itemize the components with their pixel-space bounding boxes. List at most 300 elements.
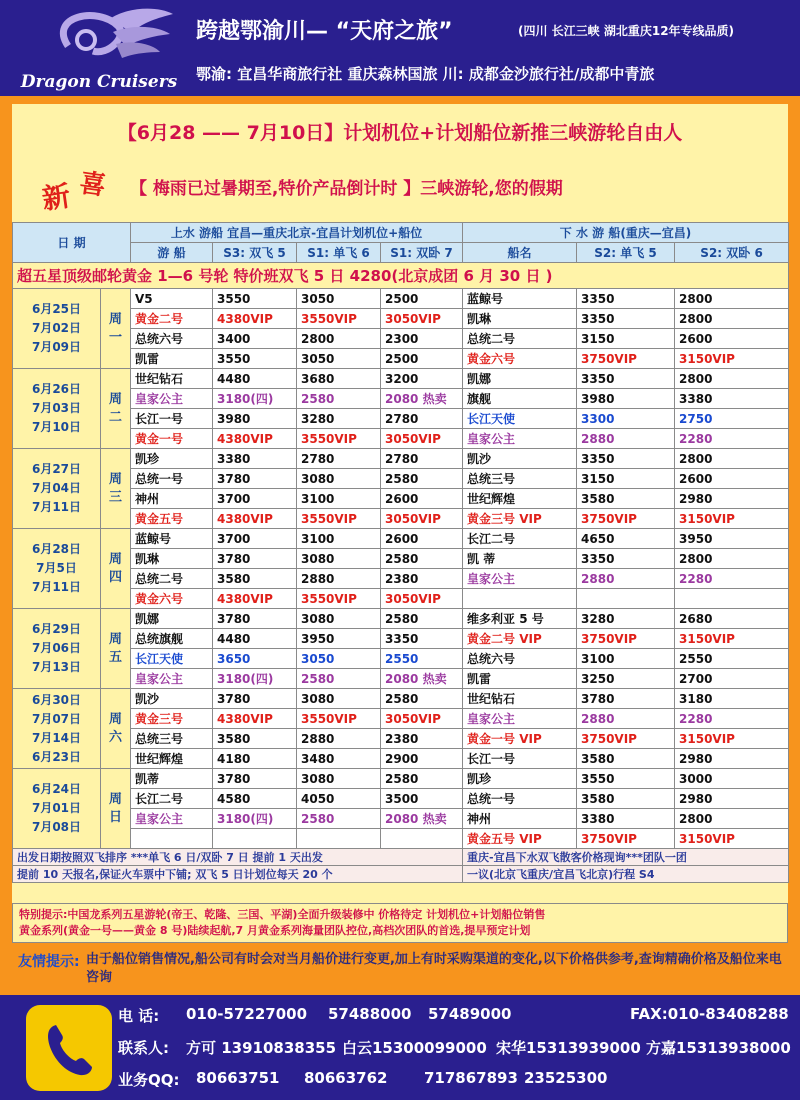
upstream-price: 3200 [381,369,463,389]
weekday [101,769,131,849]
xi-character: 喜 [77,168,108,202]
weekday-label: 周一 [108,311,122,345]
downstream-ship: 黄金六号 [463,349,577,369]
upstream-price: 3050 [297,649,381,669]
downstream-ship: 凯 蒂 [463,549,577,569]
upstream-ship: 凯雷 [131,349,213,369]
downstream-ship: 凯珍 [463,769,577,789]
downstream-price: 2880 [577,569,675,589]
phone-handset-icon [26,1005,112,1091]
downstream-price: 3100 [577,649,675,669]
downstream-price: 3350 [577,289,675,309]
page-subtitle: (四川 长江三峡 湖北重庆12年专线品质) [518,24,735,38]
downstream-price: 3750VIP [577,629,675,649]
departure-date: 6月29日 [31,622,82,636]
downstream-price: 2600 [675,469,789,489]
upstream-price: 3180(四) [213,809,297,829]
downstream-price: 3150 [577,469,675,489]
downstream-price: 3000 [675,769,789,789]
upstream-price: 2380 [381,569,463,589]
downstream-price: 2600 [675,329,789,349]
upstream-price: 4050 [297,789,381,809]
dragon-cruisers-logo [8,6,190,94]
upstream-price: 3500 [381,789,463,809]
upstream-price: 2580 [381,609,463,629]
qq-4[interactable]: 23525300 [524,1069,608,1087]
note-left-2: 提前 10 天报名,保证火车票中下铺; 双飞 5 日计划位每天 20 个 [13,866,463,883]
upstream-price: 3780 [213,769,297,789]
downstream-ship: 长江二号 [463,529,577,549]
upstream-ship [131,829,213,849]
upstream-col-2: S1: 单飞 6 [297,243,381,263]
downstream-price: 3350 [577,369,675,389]
downstream-ship: 维多利亚 5 号 [463,609,577,629]
upstream-ship: 皇家公主 [131,669,213,689]
upstream-price: 3550VIP [297,309,381,329]
upstream-ship: 凯沙 [131,689,213,709]
downstream-price: 2800 [675,369,789,389]
upstream-ship: 黄金三号 [131,709,213,729]
departure-date: 6月23日 [31,749,82,764]
departure-date: 7月09日 [31,340,82,354]
downstream-ship: 凯琳 [463,309,577,329]
upstream-price: 3180(四) [213,389,297,409]
upstream-ship: 黄金六号 [131,589,213,609]
downstream-ship: 世纪辉煌 [463,489,577,509]
downstream-price: 2280 [675,429,789,449]
departure-date: 7月01日 [31,801,82,815]
downstream-price: 3580 [577,749,675,769]
downstream-col-0: 船名 [463,243,577,263]
upstream-price: 4580 [213,789,297,809]
upstream-price: 3700 [213,529,297,549]
upstream-ship: 总统旗舰 [131,629,213,649]
downstream-price: 3380 [675,389,789,409]
departure-date: 7月04日 [31,481,82,495]
upstream-price: 3050VIP [381,509,463,529]
upstream-price: 3780 [213,689,297,709]
downstream-ship: 黄金五号 VIP [463,829,577,849]
upstream-price: 3650 [213,649,297,669]
upstream-price: 2500 [381,349,463,369]
downstream-price: 3750VIP [577,829,675,849]
departure-date: 6月24日 [31,782,82,796]
weekday [101,289,131,369]
tel-label: 电 话: [118,1007,160,1025]
weekday-label: 周二 [108,391,122,425]
upstream-price: 2600 [381,489,463,509]
downstream-col-1: S2: 单飞 5 [577,243,675,263]
upstream-ship: 黄金二号 [131,309,213,329]
note-right-1: 重庆-宜昌下水双飞散客价格现询***团队一团 [463,849,789,866]
upstream-ship: 世纪钻石 [131,369,213,389]
upstream-price: 2580 [381,469,463,489]
upstream-price: 2080 热卖 [381,389,463,409]
downstream-price: 2800 [675,549,789,569]
friendly-tip [12,945,788,995]
upstream-price: 3350 [381,629,463,649]
departure-date: 7月10日 [31,420,82,434]
tel-1[interactable]: 010-57227000 [186,1005,308,1023]
downstream-price [577,589,675,609]
upstream-price: 3550 [213,349,297,369]
upstream-price: 3680 [297,369,381,389]
upstream-price: 3080 [297,689,381,709]
logo-text: Dragon Cruisers [20,72,178,92]
table-row [13,289,789,309]
xin-character: 新 [40,179,73,216]
downstream-price: 2980 [675,489,789,509]
weekday [101,369,131,449]
agencies-line: 鄂渝: 宜昌华商旅行社 重庆森林国旅 川: 成都金沙旅行社/成都中青旅 [196,65,655,83]
upstream-price: 3080 [297,549,381,569]
upstream-price: 3050VIP [381,309,463,329]
downstream-price: 2700 [675,669,789,689]
departure-dates [13,769,101,849]
upstream-ship: V5 [131,289,213,309]
special-notice-line-1: 特别提示:中国龙系列五星游轮(帝王、乾隆、三国、平湖)全面升级装修中 价格待定 计划机位+计划船位销售 [19,908,546,921]
upstream-ship: 黄金五号 [131,509,213,529]
upstream-price: 3780 [213,549,297,569]
upstream-price: 4380VIP [213,309,297,329]
downstream-ship: 世纪钻石 [463,689,577,709]
slogan: 【 梅雨已过暑期至,特价产品倒计时 】三峡游轮,您的假期 [130,179,563,199]
downstream-ship: 总统一号 [463,789,577,809]
downstream-price: 3150VIP [675,829,789,849]
upstream-price: 2800 [297,329,381,349]
downstream-price: 3780 [577,689,675,709]
upstream-price: 2580 [297,809,381,829]
promo-headline: 【6月28 —— 7月10日】计划机位+计划船位新推三峡游轮自由人 [117,122,683,144]
departure-dates [13,449,101,529]
departure-date: 7月5日 [36,561,77,575]
downstream-price: 2280 [675,709,789,729]
downstream-price: 2550 [675,649,789,669]
downstream-price: 3280 [577,609,675,629]
upstream-price: 2580 [381,689,463,709]
upstream-col-0: 游 船 [131,243,213,263]
upstream-price: 3980 [213,409,297,429]
upstream-ship: 神州 [131,489,213,509]
downstream-price: 3980 [577,389,675,409]
upstream-price: 3550 [213,289,297,309]
weekday-label: 周四 [108,551,122,585]
upstream-price: 3380 [213,449,297,469]
upstream-col-1: S3: 双飞 5 [213,243,297,263]
downstream-ship: 黄金一号 VIP [463,729,577,749]
upstream-price: 3050VIP [381,429,463,449]
upstream-price: 4380VIP [213,509,297,529]
upstream-price: 3580 [213,729,297,749]
upstream-ship: 黄金一号 [131,429,213,449]
upstream-ship: 总统三号 [131,729,213,749]
downstream-header: 下 水 游 船(重庆—宜昌) [463,223,789,243]
downstream-price [675,589,789,609]
upstream-ship: 长江二号 [131,789,213,809]
upstream-price: 4380VIP [213,589,297,609]
upstream-price: 3280 [297,409,381,429]
upstream-price: 3080 [297,609,381,629]
friendly-tip-label: 友情提示: [18,954,80,970]
upstream-price: 2500 [381,289,463,309]
upstream-price: 3550VIP [297,429,381,449]
downstream-price: 3250 [577,669,675,689]
upstream-price: 3400 [213,329,297,349]
note-left-1: 出发日期按照双飞排序 ***单飞 6 日/双卧 7 日 提前 1 天出发 [13,849,463,866]
downstream-price: 2800 [675,289,789,309]
upstream-ship: 凯娜 [131,609,213,629]
downstream-ship: 神州 [463,809,577,829]
upstream-price: 3780 [213,609,297,629]
departure-date: 6月30日 [31,692,82,707]
upstream-ship: 皇家公主 [131,389,213,409]
upstream-price: 4480 [213,629,297,649]
downstream-price: 3350 [577,449,675,469]
upstream-price: 2580 [297,389,381,409]
upstream-price: 2300 [381,329,463,349]
upstream-price [381,829,463,849]
upstream-price [297,829,381,849]
notes-row-2 [13,866,789,883]
table-row [13,369,789,389]
qq-2[interactable]: 80663762 [304,1069,388,1087]
departure-date: 6月28日 [31,542,82,556]
departure-date: 7月07日 [31,711,82,726]
departure-date: 6月26日 [31,382,82,396]
table-row [13,449,789,469]
upstream-ship: 长江天使 [131,649,213,669]
downstream-price: 2680 [675,609,789,629]
upstream-price: 3950 [297,629,381,649]
table-row [13,769,789,789]
contact-footer [0,995,800,1100]
downstream-ship: 皇家公主 [463,709,577,729]
downstream-ship: 长江天使 [463,409,577,429]
xinxi-calligraphy [34,164,134,214]
upstream-price: 3550VIP [297,589,381,609]
upstream-price: 2080 热卖 [381,669,463,689]
departure-dates [13,609,101,689]
departure-date: 7月06日 [31,641,82,655]
upstream-price: 2580 [381,769,463,789]
upstream-price: 3700 [213,489,297,509]
upstream-price: 3100 [297,489,381,509]
gold-cruise-row [13,263,789,289]
downstream-ship [463,589,577,609]
upstream-price: 4180 [213,749,297,769]
contact-1[interactable]: 方可 13910838355 [186,1039,337,1057]
upstream-price: 4380VIP [213,429,297,449]
departure-date: 7月11日 [31,500,82,514]
upstream-price: 3050VIP [381,709,463,729]
upstream-price: 4480 [213,369,297,389]
upstream-price: 3050VIP [381,589,463,609]
downstream-price: 2750 [675,409,789,429]
departure-date: 7月08日 [31,820,82,834]
departure-dates [13,689,101,769]
downstream-ship: 蓝鲸号 [463,289,577,309]
upstream-price: 3080 [297,769,381,789]
special-notice [12,903,788,943]
upstream-price: 4380VIP [213,709,297,729]
downstream-price: 2800 [675,309,789,329]
downstream-ship: 凯沙 [463,449,577,469]
downstream-price: 3750VIP [577,509,675,529]
departure-date: 7月03日 [31,401,82,415]
weekday [101,689,131,769]
weekday-label: 周日 [108,791,122,825]
downstream-price: 3150VIP [675,629,789,649]
upstream-price: 3580 [213,569,297,589]
upstream-price: 2550 [381,649,463,669]
upstream-price: 2780 [381,449,463,469]
downstream-price: 3350 [577,309,675,329]
downstream-price: 2880 [577,429,675,449]
upstream-price: 2600 [381,529,463,549]
upstream-ship: 凯琳 [131,549,213,569]
downstream-price: 2280 [675,569,789,589]
downstream-price: 3150VIP [675,729,789,749]
upstream-price: 3550VIP [297,709,381,729]
departure-date: 6月25日 [31,302,82,316]
downstream-col-2: S2: 双卧 6 [675,243,789,263]
downstream-ship: 总统三号 [463,469,577,489]
upstream-price: 2580 [381,549,463,569]
upstream-price: 3080 [297,469,381,489]
header-banner [0,0,800,100]
friendly-tip-text: 由于船位销售情况,船公司有时会对当月船价进行变更,加上有时采购渠道的变化,以下价格供参考,查询精确价格及船位来电咨询 [86,952,782,985]
upstream-price: 2880 [297,569,381,589]
downstream-price: 3550 [577,769,675,789]
upstream-price [213,829,297,849]
upstream-ship: 凯蒂 [131,769,213,789]
weekday [101,529,131,609]
tel-3[interactable]: 57489000 [428,1005,512,1023]
downstream-ship: 黄金三号 VIP [463,509,577,529]
upstream-price: 2900 [381,749,463,769]
downstream-ship: 长江一号 [463,749,577,769]
contact-2[interactable]: 白云15300099000 [342,1039,487,1057]
upstream-price: 3550VIP [297,509,381,529]
table-row [13,689,789,709]
upstream-header: 上水 游船 宜昌—重庆北京-宜昌计划机位+船位 [131,223,463,243]
tel-2[interactable]: 57488000 [328,1005,412,1023]
upstream-ship: 凯珍 [131,449,213,469]
downstream-price: 3180 [675,689,789,709]
date-header: 日 期 [13,223,131,263]
qq-3[interactable]: 717867893 [424,1069,518,1087]
upstream-ship: 长江一号 [131,409,213,429]
weekday [101,609,131,689]
upstream-price: 2780 [297,449,381,469]
upstream-price: 3180(四) [213,669,297,689]
departure-dates [13,369,101,449]
departure-date: 7月11日 [31,580,82,594]
contact-4[interactable]: 方嘉15313938000 [646,1039,791,1057]
upstream-price: 2380 [381,729,463,749]
departure-date: 7月14日 [31,730,82,745]
table-row [13,609,789,629]
departure-dates [13,289,101,369]
upstream-price: 2580 [297,669,381,689]
downstream-price: 3150VIP [675,349,789,369]
special-notice-line-2: 黄金系列(黄金一号——黄金 8 号)陆续起航,7 月黄金系列海量团队控位,高档次团队的首选,提早预定计划 [19,924,531,937]
qq-1[interactable]: 80663751 [196,1069,280,1087]
upstream-price: 3480 [297,749,381,769]
downstream-price: 2800 [675,449,789,469]
weekday-label: 周三 [108,471,122,505]
downstream-price: 3380 [577,809,675,829]
downstream-price: 3300 [577,409,675,429]
downstream-price: 3350 [577,549,675,569]
upstream-price: 2080 热卖 [381,809,463,829]
upstream-price: 3050 [297,289,381,309]
notes-row-1 [13,849,789,866]
upstream-price: 2780 [381,409,463,429]
upstream-ship: 总统二号 [131,569,213,589]
qq-label: 业务QQ: [118,1071,180,1089]
downstream-ship: 总统六号 [463,649,577,669]
upstream-ship: 总统六号 [131,329,213,349]
cruise-schedule-table [12,222,789,883]
upstream-ship: 总统一号 [131,469,213,489]
note-right-2: 一议(北京飞重庆/宜昌飞北京)行程 S4 [463,866,789,883]
downstream-price: 2980 [675,789,789,809]
downstream-price: 3580 [577,789,675,809]
downstream-price: 2800 [675,809,789,829]
gold-cruise-banner: 超五星顶级邮轮黄金 1—6 号轮 特价班双飞 5 日 4280(北京成团 6 月 30 日 ) [13,263,789,289]
upstream-price: 3050 [297,349,381,369]
departure-date: 7月13日 [31,660,82,674]
table-header-row-1 [13,223,789,243]
downstream-ship: 凯娜 [463,369,577,389]
weekday-label: 周五 [108,631,122,665]
downstream-price: 2980 [675,749,789,769]
departure-date: 6月27日 [31,462,82,476]
page-title: 跨越鄂渝川— “天府之旅” [196,19,453,44]
downstream-price: 3950 [675,529,789,549]
upstream-ship: 蓝鲸号 [131,529,213,549]
downstream-price: 3750VIP [577,349,675,369]
departure-date: 7月02日 [31,321,82,335]
upstream-price: 2880 [297,729,381,749]
table-row [13,529,789,549]
downstream-ship: 黄金二号 VIP [463,629,577,649]
dragon-logo-icon [8,6,190,76]
downstream-ship: 凯雷 [463,669,577,689]
downstream-ship: 总统二号 [463,329,577,349]
downstream-price: 3580 [577,489,675,509]
downstream-price: 4650 [577,529,675,549]
downstream-ship: 旗舰 [463,389,577,409]
downstream-ship: 皇家公主 [463,569,577,589]
departure-dates [13,529,101,609]
upstream-price: 3780 [213,469,297,489]
fax-number: FAX:010-83408288 [630,1005,789,1023]
weekday [101,449,131,529]
upstream-ship: 皇家公主 [131,809,213,829]
upstream-col-3: S1: 双卧 7 [381,243,463,263]
contact-3[interactable]: 宋华15313939000 [496,1039,641,1057]
downstream-price: 2880 [577,709,675,729]
downstream-price: 3150 [577,329,675,349]
phone-icon [26,1005,112,1091]
downstream-ship: 皇家公主 [463,429,577,449]
downstream-price: 3750VIP [577,729,675,749]
upstream-price: 3100 [297,529,381,549]
upstream-ship: 世纪辉煌 [131,749,213,769]
weekday-label: 周六 [108,711,122,745]
